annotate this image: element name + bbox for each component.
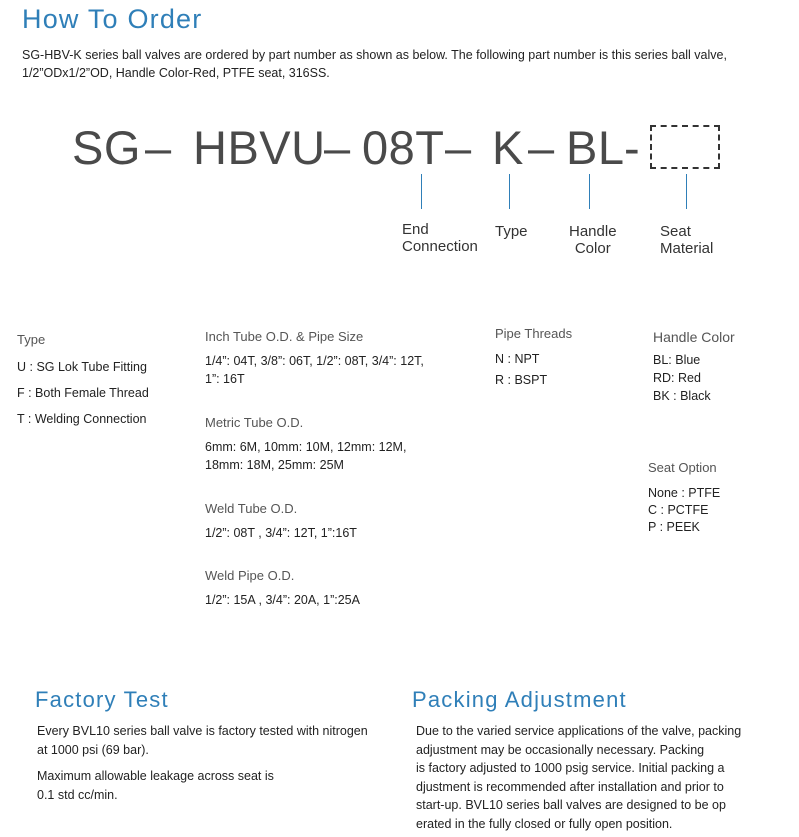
pn-dash: – [445, 121, 472, 174]
pn-dash: – [145, 121, 172, 174]
list-item: R : BSPT [495, 373, 548, 387]
list-item: T : Welding Connection [17, 412, 147, 426]
handle-color-heading: Handle Color [653, 329, 735, 345]
metric-size-heading: Metric Tube O.D. [205, 415, 304, 430]
pn-dash: - [624, 121, 640, 174]
pn-dash: – [528, 121, 555, 174]
factory-test-text: Every BVL10 series ball valve is factory tested with nitrogen at 1000 psi (69 bar). Maximum allowable leakage across seat is 0.1 std cc/min. [37, 724, 368, 802]
handle-color-options [653, 329, 735, 405]
label-type: Type [495, 223, 528, 240]
packing-adjustment-title: Packing Adjustment [412, 687, 627, 712]
seat-material-placeholder-box [650, 125, 720, 169]
seat-options [648, 460, 720, 536]
list-item: F : Both Female Thread [17, 386, 149, 400]
label-seat-material: Seat Material [660, 223, 714, 257]
pipe-threads-heading: Pipe Threads [495, 326, 573, 341]
inch-size-heading: Inch Tube O.D. & Pipe Size [205, 329, 364, 344]
label-handle-color: Handle Color [569, 223, 617, 257]
page-title: How To Order [22, 4, 203, 34]
pn-dash: – [324, 121, 351, 174]
pn-seg-sg: SG [72, 121, 141, 174]
list-item: None : PTFE [648, 486, 721, 500]
list-item: N : NPT [495, 352, 540, 366]
thread-options [495, 326, 572, 391]
factory-test-title: Factory Test [35, 687, 169, 712]
list-item: U : SG Lok Tube Fitting [17, 360, 147, 374]
intro-text: SG-HBV-K series ball valves are ordered by part number as shown as below. The following part number is this series ball valve, 1/2”ODx1/2”OD, Handle Color-Red, PTFE seat, 316SS. [22, 48, 727, 80]
list-item: C : PCTFE [648, 503, 709, 517]
pointer-line-seat-material [686, 174, 687, 209]
type-heading: Type [17, 332, 46, 347]
list-item: RD: Red [653, 371, 701, 385]
label-end-connection: End Connection [402, 221, 478, 255]
list-item: BK : Black [653, 389, 711, 403]
weld-tube-heading: Weld Tube O.D. [205, 501, 298, 516]
pointer-line-handle-color [589, 174, 590, 209]
size-options: Inch Tube O.D. & Pipe Size 1/4”: 04T, 3/8”: 06T, 1/2”: 08T, 3/4”: 12T, 1”: 16T Metric Tube O.D. 6mm: 6M, 10mm: 10M, 12mm: 12M, 18mm: 18M, 25mm: 25M Weld Tube O.D. 1/2”: 08T , 3/4”: 12T, 1”:16T Weld Pipe O.D. 1/2”: 15A , 3/4”: 20A, 1”:25A [205, 329, 475, 609]
pointer-line-type [509, 174, 510, 209]
list-item: BL: Blue [653, 353, 701, 367]
seat-option-heading: Seat Option [648, 460, 717, 475]
pointer-line-end-connection [421, 174, 422, 209]
type-options [17, 332, 149, 432]
pn-seg-end-connection: 08T [362, 121, 445, 174]
packing-adjustment-text: Due to the varied service applications of the valve, packing adjustment may be occasionally necessary. Packing is factory adjusted to 1000 psig service. Initial packing a djustment is recommended after installation and prior to start-up. BVL10 series ball valves are designed to be op erated in the fully closed or fully open position. [416, 724, 742, 831]
weld-pipe-heading: Weld Pipe O.D. [205, 568, 295, 583]
pn-seg-type: K [492, 121, 524, 174]
list-item: P : PEEK [648, 520, 700, 534]
pn-seg-model: HBVU [193, 121, 326, 174]
pn-seg-handle: BL [566, 121, 625, 174]
